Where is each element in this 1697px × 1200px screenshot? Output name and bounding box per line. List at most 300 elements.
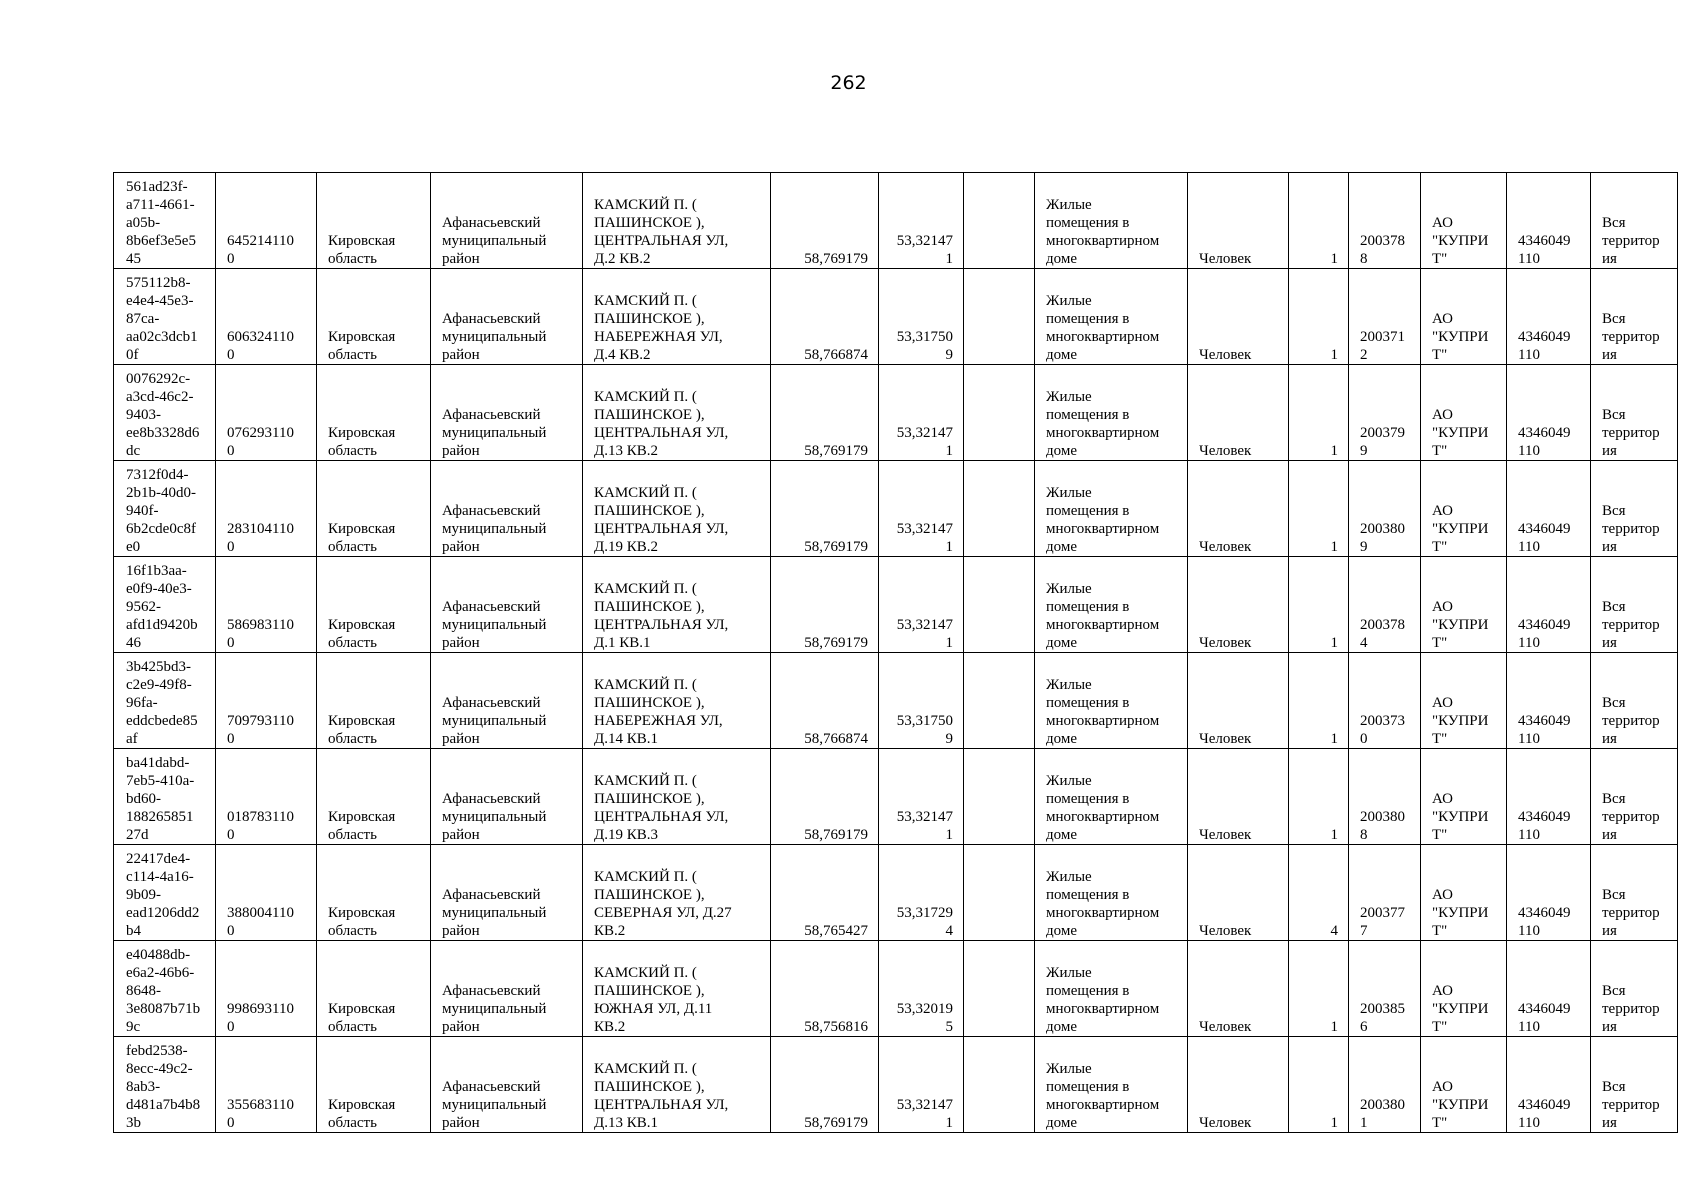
table-row [114, 173, 1678, 269]
cell-line: 110 [1518, 539, 1540, 555]
cell-line: Кировская [328, 905, 396, 921]
cell-line: "КУПРИ [1432, 521, 1489, 537]
cell-inn [1507, 1037, 1591, 1133]
cell-line: Афанасьевский [442, 1079, 541, 1095]
cell-organization [1421, 173, 1507, 269]
cell-line: Кировская [328, 233, 396, 249]
cell-line: 200378 [1360, 233, 1405, 249]
cell-line: 4 [945, 923, 953, 939]
cell-latitude: 58,766874 [771, 269, 879, 365]
cell-line: 0 [227, 635, 235, 651]
cell-line: "КУПРИ [1432, 809, 1489, 825]
cell-line: c114-4a16- [126, 869, 194, 885]
cell-line: КАМСКИЙ П. ( [594, 197, 697, 213]
cell-address [583, 557, 771, 653]
cell-line: 110 [1518, 1019, 1540, 1035]
cell-line: Т" [1432, 731, 1448, 747]
cell-line: территор [1602, 713, 1660, 729]
cell-address [583, 653, 771, 749]
cell-line: "КУПРИ [1432, 1001, 1489, 1017]
cell-line: 200377 [1360, 905, 1405, 921]
cell-line: многоквартирном [1046, 521, 1160, 537]
cell-line: 110 [1518, 635, 1540, 651]
cell-line: 53,32147 [896, 1097, 953, 1113]
cell-inn [1507, 653, 1591, 749]
cell-line: Кировская [328, 521, 396, 537]
cell-line: район [442, 827, 480, 843]
cell-premises-type [1035, 557, 1188, 653]
cell-empty [964, 365, 1035, 461]
cell-line: "КУПРИ [1432, 617, 1489, 633]
cell-inn [1507, 749, 1591, 845]
cell-line: помещения в [1046, 1079, 1130, 1095]
cell-line: 53,32147 [896, 617, 953, 633]
cell-quantity: 4 [1289, 845, 1349, 941]
cell-line: Т" [1432, 443, 1448, 459]
cell-empty [964, 845, 1035, 941]
cell-line: 6b2cde0c8f [126, 521, 196, 537]
cell-line: ПАШИНСКОЕ ), [594, 791, 705, 807]
cell-address [583, 269, 771, 365]
cell-line: af [126, 731, 138, 747]
cell-line: 645214110 [227, 233, 294, 249]
cell-line: муниципальный [442, 713, 547, 729]
cell-line: 4346049 [1518, 617, 1571, 633]
cell-empty [964, 1037, 1035, 1133]
cell-inn [1507, 461, 1591, 557]
table-row [114, 653, 1678, 749]
cell-line: 0 [227, 347, 235, 363]
cell-organization [1421, 365, 1507, 461]
cell-line: область [328, 347, 377, 363]
cell-line: 8ecc-49c2- [126, 1061, 193, 1077]
cell-line: 200385 [1360, 1001, 1405, 1017]
cell-line: территор [1602, 617, 1660, 633]
cell-code [216, 845, 317, 941]
cell-latitude: 58,765427 [771, 845, 879, 941]
cell-inn [1507, 365, 1591, 461]
cell-line: доме [1046, 731, 1077, 747]
cell-object-id [114, 557, 216, 653]
cell-line: 283104110 [227, 521, 294, 537]
cell-line: b4 [126, 923, 141, 939]
table-row [114, 557, 1678, 653]
cell-line: 6 [1360, 1019, 1368, 1035]
cell-line: район [442, 635, 480, 651]
cell-inn [1507, 941, 1591, 1037]
cell-line: 4 [1360, 635, 1368, 651]
cell-empty [964, 749, 1035, 845]
cell-line: 018783110 [227, 809, 294, 825]
cell-organization [1421, 461, 1507, 557]
cell-line: 8b6ef3e5e5 [126, 233, 196, 249]
cell-line: Вся [1602, 215, 1626, 231]
cell-organization [1421, 749, 1507, 845]
cell-object-id [114, 941, 216, 1037]
cell-line: Жилые [1046, 965, 1092, 981]
cell-line: КАМСКИЙ П. ( [594, 485, 697, 501]
cell-line: ee8b3328d6 [126, 425, 200, 441]
cell-line: район [442, 1115, 480, 1131]
cell-line: территор [1602, 1001, 1660, 1017]
cell-line: 9 [945, 347, 953, 363]
cell-unit: Человек [1188, 365, 1289, 461]
cell-inn [1507, 557, 1591, 653]
cell-line: 8648- [126, 983, 161, 999]
cell-line: АО [1432, 983, 1453, 999]
cell-line: d481a7b4b8 [126, 1097, 201, 1113]
cell-number [1349, 365, 1421, 461]
cell-line: Д.13 КВ.2 [594, 443, 658, 459]
cell-line: Афанасьевский [442, 215, 541, 231]
cell-longitude [879, 173, 964, 269]
cell-line: АО [1432, 599, 1453, 615]
cell-line: доме [1046, 251, 1077, 267]
cell-object-id [114, 461, 216, 557]
cell-empty [964, 557, 1035, 653]
cell-line: КАМСКИЙ П. ( [594, 293, 697, 309]
cell-line: 188265851 [126, 809, 194, 825]
cell-line: "КУПРИ [1432, 425, 1489, 441]
cell-code [216, 653, 317, 749]
cell-line: КАМСКИЙ П. ( [594, 389, 697, 405]
cell-line: муниципальный [442, 617, 547, 633]
cell-premises-type [1035, 365, 1188, 461]
cell-line: помещения в [1046, 215, 1130, 231]
cell-latitude: 58,769179 [771, 365, 879, 461]
cell-line: Т" [1432, 1115, 1448, 1131]
cell-line: 22417de4- [126, 851, 191, 867]
cell-line: e40488db- [126, 947, 191, 963]
cell-line: 0 [1360, 731, 1368, 747]
cell-line: территор [1602, 1097, 1660, 1113]
cell-line: Д.19 КВ.3 [594, 827, 658, 843]
cell-line: область [328, 443, 377, 459]
cell-line: Жилые [1046, 1061, 1092, 1077]
cell-line: 1 [945, 827, 953, 843]
cell-line: муниципальный [442, 1097, 547, 1113]
cell-territory [1591, 365, 1678, 461]
cell-latitude: 58,769179 [771, 173, 879, 269]
cell-region [317, 1037, 431, 1133]
cell-premises-type [1035, 749, 1188, 845]
cell-unit: Человек [1188, 749, 1289, 845]
cell-number [1349, 749, 1421, 845]
cell-line: Вся [1602, 311, 1626, 327]
cell-premises-type [1035, 461, 1188, 557]
cell-quantity: 1 [1289, 653, 1349, 749]
cell-line: afd1d9420b [126, 617, 198, 633]
cell-line: КАМСКИЙ П. ( [594, 581, 697, 597]
cell-line: ия [1602, 347, 1617, 363]
cell-line: многоквартирном [1046, 713, 1160, 729]
cell-line: Вся [1602, 407, 1626, 423]
cell-line: Кировская [328, 329, 396, 345]
cell-line: территор [1602, 233, 1660, 249]
table-row [114, 749, 1678, 845]
cell-line: доме [1046, 923, 1077, 939]
cell-line: доме [1046, 443, 1077, 459]
cell-region [317, 269, 431, 365]
cell-line: 53,32019 [896, 1001, 953, 1017]
cell-line: ПАШИНСКОЕ ), [594, 1079, 705, 1095]
cell-line: 200373 [1360, 713, 1405, 729]
cell-line: febd2538- [126, 1043, 188, 1059]
cell-line: многоквартирном [1046, 329, 1160, 345]
cell-empty [964, 269, 1035, 365]
cell-line: помещения в [1046, 503, 1130, 519]
cell-unit: Человек [1188, 461, 1289, 557]
cell-line: 4346049 [1518, 521, 1571, 537]
cell-line: 110 [1518, 347, 1540, 363]
cell-line: Кировская [328, 1001, 396, 1017]
cell-line: доме [1046, 1019, 1077, 1035]
cell-line: помещения в [1046, 983, 1130, 999]
cell-line: 27d [126, 827, 149, 843]
cell-code [216, 749, 317, 845]
cell-line: многоквартирном [1046, 425, 1160, 441]
cell-line: многоквартирном [1046, 809, 1160, 825]
cell-line: ЦЕНТРАЛЬНАЯ УЛ, [594, 233, 729, 249]
cell-line: ПАШИНСКОЕ ), [594, 311, 705, 327]
cell-line: Жилые [1046, 389, 1092, 405]
cell-longitude [879, 1037, 964, 1133]
cell-line: 0 [227, 539, 235, 555]
cell-line: 110 [1518, 251, 1540, 267]
cell-longitude [879, 941, 964, 1037]
cell-quantity: 1 [1289, 941, 1349, 1037]
cell-line: ия [1602, 635, 1617, 651]
cell-latitude: 58,769179 [771, 461, 879, 557]
cell-district [431, 1037, 583, 1133]
cell-premises-type [1035, 269, 1188, 365]
cell-line: 200371 [1360, 329, 1405, 345]
cell-line: 4346049 [1518, 425, 1571, 441]
cell-line: dc [126, 443, 141, 459]
cell-address [583, 749, 771, 845]
cell-line: Жилые [1046, 293, 1092, 309]
cell-line: 200380 [1360, 809, 1405, 825]
cell-unit: Человек [1188, 1037, 1289, 1133]
cell-line: 7 [1360, 923, 1368, 939]
cell-line: многоквартирном [1046, 1097, 1160, 1113]
cell-line: доме [1046, 539, 1077, 555]
cell-premises-type [1035, 653, 1188, 749]
cell-line: многоквартирном [1046, 1001, 1160, 1017]
cell-longitude [879, 845, 964, 941]
cell-line: область [328, 827, 377, 843]
cell-line: 9 [1360, 443, 1368, 459]
cell-line: КАМСКИЙ П. ( [594, 677, 697, 693]
cell-line: 561ad23f- [126, 179, 188, 195]
cell-line: 53,32147 [896, 425, 953, 441]
cell-line: Афанасьевский [442, 503, 541, 519]
cell-line: АО [1432, 407, 1453, 423]
cell-line: доме [1046, 1115, 1077, 1131]
table-row [114, 269, 1678, 365]
cell-line: Кировская [328, 713, 396, 729]
table-row [114, 1037, 1678, 1133]
cell-line: Т" [1432, 1019, 1448, 1035]
cell-line: 8ab3- [126, 1079, 161, 1095]
cell-line: область [328, 251, 377, 267]
cell-line: ия [1602, 1115, 1617, 1131]
table-row [114, 845, 1678, 941]
cell-line: ЦЕНТРАЛЬНАЯ УЛ, [594, 521, 729, 537]
cell-line: 575112b8- [126, 275, 191, 291]
cell-line: помещения в [1046, 887, 1130, 903]
cell-line: 1 [945, 635, 953, 651]
cell-longitude [879, 749, 964, 845]
cell-organization [1421, 653, 1507, 749]
cell-line: Кировская [328, 425, 396, 441]
cell-line: Т" [1432, 923, 1448, 939]
cell-line: Афанасьевский [442, 311, 541, 327]
cell-line: 200380 [1360, 521, 1405, 537]
cell-empty [964, 941, 1035, 1037]
cell-line: область [328, 923, 377, 939]
cell-line: район [442, 539, 480, 555]
cell-line: 4346049 [1518, 905, 1571, 921]
cell-line: Д.4 КВ.2 [594, 347, 651, 363]
cell-line: АО [1432, 503, 1453, 519]
cell-line: 1 [945, 443, 953, 459]
cell-line: муниципальный [442, 233, 547, 249]
cell-line: помещения в [1046, 599, 1130, 615]
cell-line: 9 [1360, 539, 1368, 555]
cell-line: область [328, 1019, 377, 1035]
cell-line: Вся [1602, 695, 1626, 711]
cell-line: территор [1602, 521, 1660, 537]
cell-organization [1421, 269, 1507, 365]
cell-address [583, 1037, 771, 1133]
cell-line: КАМСКИЙ П. ( [594, 1061, 697, 1077]
cell-line: Т" [1432, 635, 1448, 651]
cell-address [583, 845, 771, 941]
cell-unit: Человек [1188, 269, 1289, 365]
cell-line: "КУПРИ [1432, 233, 1489, 249]
table-row [114, 941, 1678, 1037]
cell-line: 110 [1518, 1115, 1540, 1131]
cell-quantity: 1 [1289, 173, 1349, 269]
cell-line: Кировская [328, 1097, 396, 1113]
cell-region [317, 653, 431, 749]
cell-line: помещения в [1046, 311, 1130, 327]
cell-district [431, 269, 583, 365]
cell-line: Т" [1432, 827, 1448, 843]
cell-line: область [328, 731, 377, 747]
cell-line: Жилые [1046, 869, 1092, 885]
cell-longitude [879, 365, 964, 461]
cell-line: Афанасьевский [442, 983, 541, 999]
cell-empty [964, 173, 1035, 269]
cell-number [1349, 173, 1421, 269]
cell-line: АО [1432, 791, 1453, 807]
cell-line: 7312f0d4- [126, 467, 189, 483]
cell-territory [1591, 1037, 1678, 1133]
cell-line: Афанасьевский [442, 887, 541, 903]
cell-line: 709793110 [227, 713, 294, 729]
cell-line: 1 [945, 251, 953, 267]
cell-region [317, 365, 431, 461]
cell-line: a3cd-46c2- [126, 389, 194, 405]
cell-line: НАБЕРЕЖНАЯ УЛ, [594, 329, 723, 345]
cell-region [317, 173, 431, 269]
cell-line: 9562- [126, 599, 161, 615]
cell-line: помещения в [1046, 695, 1130, 711]
cell-number [1349, 461, 1421, 557]
cell-line: Кировская [328, 617, 396, 633]
cell-region [317, 845, 431, 941]
cell-line: многоквартирном [1046, 905, 1160, 921]
cell-line: КАМСКИЙ П. ( [594, 965, 697, 981]
cell-line: 586983110 [227, 617, 294, 633]
cell-address [583, 941, 771, 1037]
cell-district [431, 173, 583, 269]
cell-quantity: 1 [1289, 365, 1349, 461]
cell-line: 0 [227, 251, 235, 267]
cell-unit: Человек [1188, 173, 1289, 269]
cell-code [216, 173, 317, 269]
cell-line: район [442, 251, 480, 267]
cell-line: Вся [1602, 503, 1626, 519]
cell-address [583, 173, 771, 269]
cell-quantity: 1 [1289, 557, 1349, 653]
cell-line: ЦЕНТРАЛЬНАЯ УЛ, [594, 425, 729, 441]
cell-line: 1 [1360, 1115, 1368, 1131]
cell-line: 110 [1518, 923, 1540, 939]
cell-line: муниципальный [442, 521, 547, 537]
cell-line: 9 [945, 731, 953, 747]
cell-longitude [879, 557, 964, 653]
cell-line: Вся [1602, 983, 1626, 999]
cell-territory [1591, 653, 1678, 749]
cell-line: 076293110 [227, 425, 294, 441]
cell-line: ЮЖНАЯ УЛ, Д.11 [594, 1001, 713, 1017]
cell-longitude [879, 653, 964, 749]
cell-line: 3b425bd3- [126, 659, 191, 675]
cell-line: ПАШИНСКОЕ ), [594, 215, 705, 231]
cell-line: многоквартирном [1046, 617, 1160, 633]
cell-latitude: 58,769179 [771, 557, 879, 653]
cell-line: территор [1602, 329, 1660, 345]
cell-line: 0 [227, 923, 235, 939]
cell-organization [1421, 1037, 1507, 1133]
cell-line: 3b [126, 1115, 141, 1131]
cell-line: c2e9-49f8- [126, 677, 192, 693]
cell-line: АО [1432, 1079, 1453, 1095]
cell-premises-type [1035, 845, 1188, 941]
cell-district [431, 653, 583, 749]
cell-line: a05b- [126, 215, 161, 231]
cell-line: Вся [1602, 599, 1626, 615]
cell-unit: Человек [1188, 941, 1289, 1037]
cell-line: 3e8087b71b [126, 1001, 201, 1017]
registry-table [113, 172, 1678, 1133]
cell-line: 110 [1518, 443, 1540, 459]
cell-object-id [114, 269, 216, 365]
cell-line: муниципальный [442, 425, 547, 441]
cell-premises-type [1035, 173, 1188, 269]
cell-latitude: 58,769179 [771, 1037, 879, 1133]
cell-line: район [442, 1019, 480, 1035]
cell-line: 46 [126, 635, 141, 651]
cell-line: 8 [1360, 827, 1368, 843]
cell-line: ПАШИНСКОЕ ), [594, 695, 705, 711]
cell-address [583, 365, 771, 461]
cell-line: Афанасьевский [442, 599, 541, 615]
cell-line: 0 [227, 731, 235, 747]
